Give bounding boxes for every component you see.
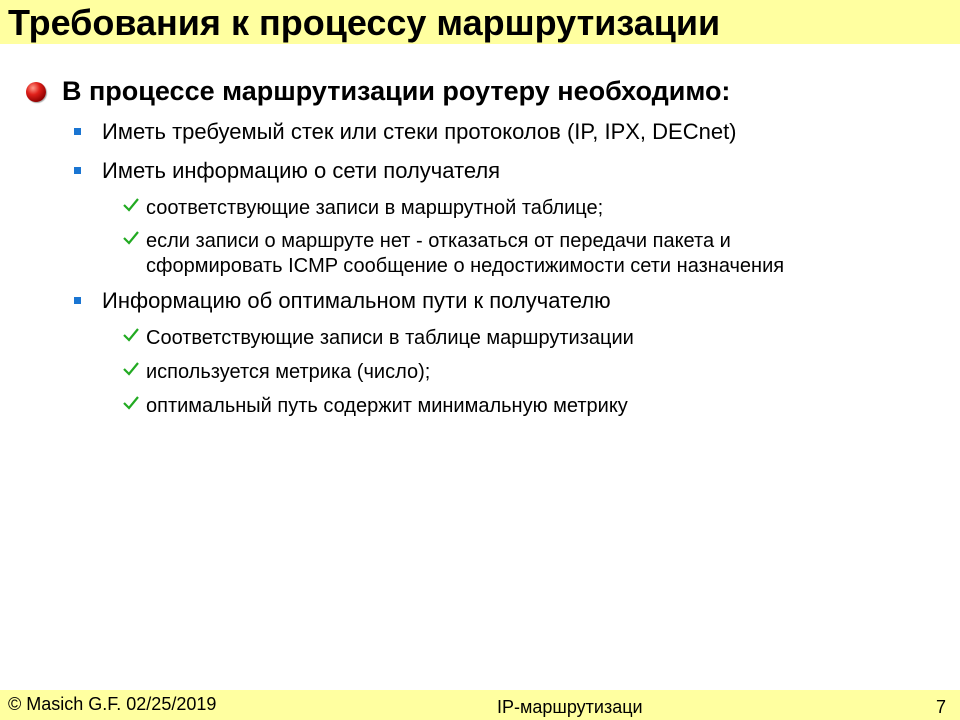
green-check-icon [122, 326, 140, 344]
footer-copyright: © Masich G.F. 02/25/2019 [8, 694, 217, 714]
main-bullet-text: В процессе маршрутизации роутеру необходимо: [62, 76, 731, 106]
list-item: Иметь требуемый стек или стеки протоколов (IP, IPX, DECnet) [102, 119, 737, 144]
list-item: Иметь информацию о сети получателя [102, 158, 501, 183]
green-check-icon [122, 196, 140, 214]
list-subitem-continuation: сформировать ICMP сообщение о недостижимости сети назначения [146, 255, 785, 277]
green-check-icon [122, 360, 140, 378]
list-subitem: соответствующие записи в маршрутной таблице; [146, 197, 604, 219]
blue-square-icon [74, 128, 81, 135]
list-subitem: оптимальный путь содержит минимальную метрику [146, 395, 628, 417]
slide-title: Требования к процессу маршрутизации [8, 2, 721, 43]
red-ball-icon [26, 82, 46, 102]
list-subitem: если записи о маршруте нет - отказаться от передачи пакета и [146, 230, 731, 252]
green-check-icon [122, 394, 140, 412]
footer-title: IP-маршрутизаци [497, 697, 643, 717]
footer [0, 690, 960, 720]
list-subitem: Соответствующие записи в таблице маршрутизации [146, 327, 634, 349]
green-check-icon [122, 229, 140, 247]
list-item: Информацию об оптимальном пути к получателю [102, 288, 611, 313]
blue-square-icon [74, 167, 81, 174]
page-number: 7 [935, 697, 946, 717]
list-subitem: используется метрика (число); [146, 361, 431, 383]
blue-square-icon [74, 297, 81, 304]
